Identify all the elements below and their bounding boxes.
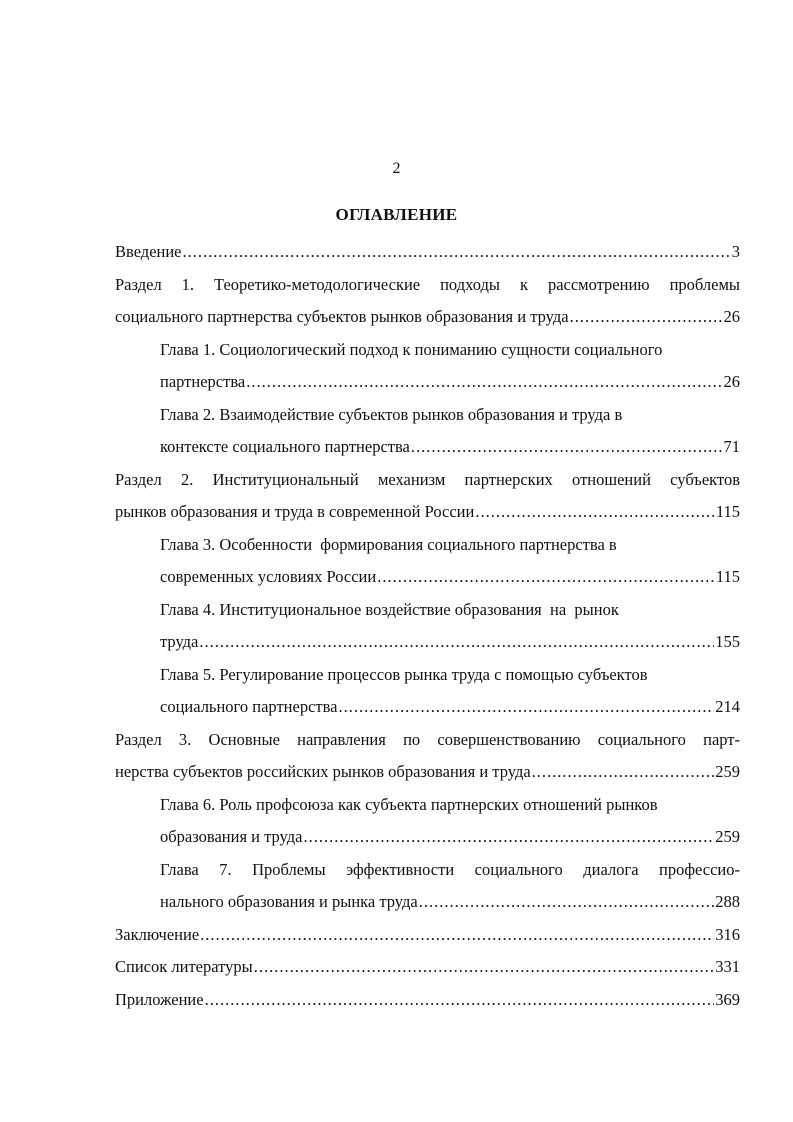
toc-entry-label-cont: социального партнерства (160, 697, 338, 716)
page-number: 2 (392, 160, 401, 177)
leader-dots (419, 886, 715, 919)
toc-entry-chapter-6[interactable] (115, 789, 740, 854)
toc-entry-page: 259 (715, 827, 740, 846)
toc-entry-label: Глава 4. Институциональное воздействие образования на рынок (160, 599, 619, 619)
leader-dots (377, 561, 715, 594)
leader-dots (246, 366, 722, 399)
toc-entry-page: 3 (731, 242, 740, 261)
toc-entry-section-1[interactable] (115, 269, 740, 334)
toc-entry-label-cont: нального образования и рынка труда (160, 892, 418, 911)
toc-entry-bibliography[interactable] (115, 951, 740, 984)
leader-dots (570, 301, 723, 334)
toc-entry-chapter-3[interactable] (115, 529, 740, 594)
toc-entry-section-2[interactable] (115, 464, 740, 529)
toc-entry-page: 155 (715, 632, 740, 651)
toc-entry-section-3[interactable] (115, 724, 740, 789)
toc-entry-label: Глава 6. Роль профсоюза как субъекта партнерских отношений рынков (160, 794, 658, 814)
toc-entry-label: Раздел 2. Институциональный механизм партнерских отношений субъектов (115, 469, 740, 489)
toc-entry-page: 71 (723, 437, 740, 456)
toc-entry-page: 26 (723, 372, 740, 391)
toc-entry-chapter-2[interactable] (115, 399, 740, 464)
table-of-contents (115, 236, 740, 1016)
leader-dots (532, 756, 715, 789)
toc-entry-label: Раздел 3. Основные направления по совершенствованию социального парт- (115, 729, 740, 749)
toc-entry-label: Введение (115, 242, 182, 261)
toc-entry-label: Глава 2. Взаимодействие субъектов рынков образования и труда в (160, 404, 623, 424)
leader-dots (304, 821, 715, 854)
toc-entry-label: Глава 3. Особенности формирования социального партнерства в (160, 534, 617, 554)
leader-dots (205, 984, 715, 1017)
toc-entry-chapter-4[interactable] (115, 594, 740, 659)
toc-entry-chapter-5[interactable] (115, 659, 740, 724)
toc-entry-label-cont: партнерства (160, 372, 246, 391)
toc-entry-label: Глава 5. Регулирование процессов рынка труда с помощью субъектов (160, 664, 648, 684)
leader-dots (339, 691, 715, 724)
toc-entry-label-cont: рынков образования и труда в современной России (115, 502, 475, 521)
toc-entry-conclusion[interactable] (115, 919, 740, 952)
toc-entry-page: 214 (715, 697, 740, 716)
toc-entry-label: Заключение (115, 924, 200, 944)
leader-dots (475, 496, 715, 529)
toc-entry-page: 288 (715, 892, 740, 911)
toc-entry-page: 331 (715, 957, 740, 976)
leader-dots (200, 919, 714, 952)
toc-entry-appendix[interactable] (115, 984, 740, 1017)
toc-entry-label: Список литературы (115, 957, 253, 976)
toc-entry-page: 259 (715, 762, 740, 781)
leader-dots (199, 626, 714, 659)
toc-entry-label-cont: социального партнерства субъектов рынков образования и труда (115, 307, 569, 326)
toc-entry-label-cont: современных условиях России (160, 567, 377, 586)
toc-entry-label: Раздел 1. Теоретико-методологические подходы к рассмотрению проблемы (115, 274, 740, 294)
toc-entry-chapter-1[interactable] (115, 334, 740, 399)
toc-entry-label-cont: нерства субъектов российских рынков образования и труда (115, 762, 531, 781)
toc-entry-label: Глава 7. Проблемы эффективности социального диалога профессио- (160, 859, 740, 879)
toc-entry-page: 316 (715, 924, 740, 944)
leader-dots (411, 431, 723, 464)
toc-entry-label-cont: контексте социального партнерства (160, 437, 410, 456)
toc-entry-label: Глава 1. Социологический подход к пониманию сущности социального (160, 339, 663, 359)
toc-entry-page: 26 (723, 307, 740, 326)
toc-entry-page: 115 (715, 502, 740, 521)
toc-title: ОГЛАВЛЕНИЕ (335, 205, 458, 224)
toc-entry-label: Приложение (115, 989, 204, 1009)
toc-entry-introduction[interactable] (115, 236, 740, 269)
leader-dots (254, 951, 715, 984)
toc-entry-label-cont: образования и труда (160, 827, 303, 846)
toc-entry-label-cont: труда (160, 632, 199, 651)
leader-dots (183, 236, 731, 269)
toc-entry-chapter-7[interactable] (115, 854, 740, 919)
toc-entry-page: 369 (715, 989, 740, 1009)
toc-entry-page: 115 (715, 567, 740, 586)
